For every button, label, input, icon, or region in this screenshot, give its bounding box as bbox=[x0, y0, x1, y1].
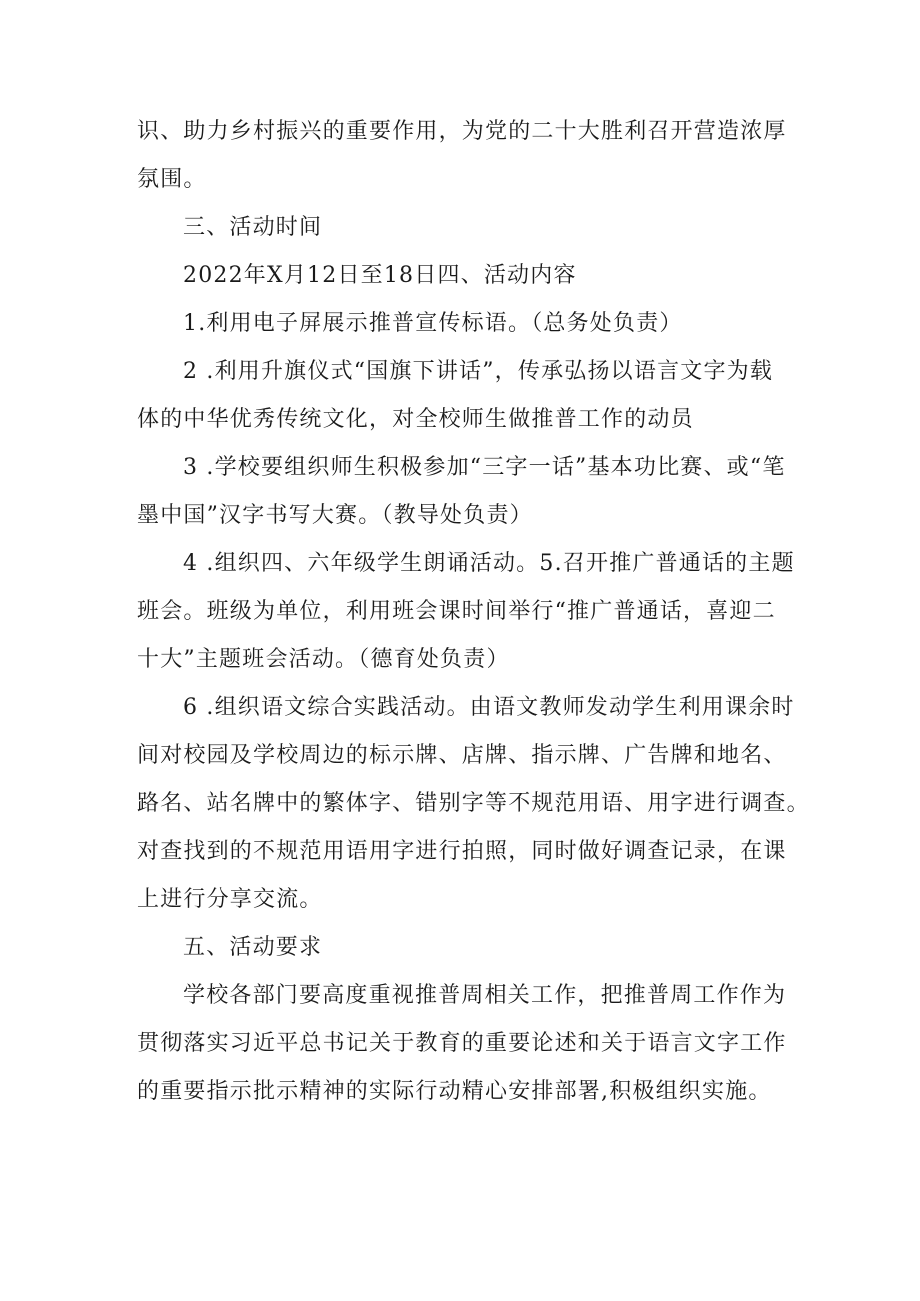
heading-text: 五、活动要求 bbox=[183, 935, 323, 960]
list-item-3 bbox=[137, 444, 797, 540]
text-line: 体的中华优秀传统文化，对全校师生做推普工作的动员 bbox=[137, 407, 694, 432]
section-heading-activity-requirements bbox=[137, 924, 797, 972]
list-item-1 bbox=[137, 300, 797, 348]
text-line: 2022年X月12日至18日四、活动内容 bbox=[183, 263, 577, 288]
text-line: 识、助力乡村振兴的重要作用，为党的二十大胜利召开营造浓厚 bbox=[137, 119, 787, 144]
text-line: 班会。班级为单位，利用班会课时间举行“推广普通话，喜迎二 bbox=[137, 599, 776, 624]
text-line: 2 .利用升旗仪式“国旗下讲话”，传承弘扬以语言文字为载 bbox=[183, 359, 774, 384]
text-line: 4 .组织四、六年级学生朗诵活动。5.召开推广普通话的主题 bbox=[183, 551, 795, 576]
list-item-6 bbox=[137, 684, 810, 924]
text-line: 间对校园及学校周边的标示牌、店牌、指示牌、广告牌和地名、 bbox=[137, 743, 787, 768]
list-item-2 bbox=[137, 348, 797, 444]
text-line: 贯彻落实习近平总书记关于教育的重要论述和关于语言文字工作 bbox=[137, 1031, 787, 1056]
text-line: 氛围。 bbox=[137, 167, 207, 192]
list-item-4-5 bbox=[137, 540, 797, 684]
document-body bbox=[137, 108, 810, 1116]
text-line: 6 .组织语文综合实践活动。由语文教师发动学生利用课余时 bbox=[183, 695, 795, 720]
text-line: 3 .学校要组织师生积极参加“三字一话”基本功比赛、或“笔 bbox=[183, 455, 786, 480]
text-line: 1.利用电子屏展示推普宣传标语。（总务处负责） bbox=[183, 311, 683, 336]
text-line: 墨中国”汉字书写大赛。（教导处负责） bbox=[137, 503, 533, 528]
text-line: 路名、站名牌中的繁体字、错别字等不规范用语、用字进行调查。 bbox=[137, 791, 810, 816]
paragraph-activity-dates bbox=[137, 252, 797, 300]
text-line: 上进行分享交流。 bbox=[137, 887, 323, 912]
text-line: 的重要指示批示精神的实际行动精心安排部署,积极组织实施。 bbox=[137, 1079, 772, 1104]
text-line: 十大”主题班会活动。（德育处负责） bbox=[137, 647, 510, 672]
paragraph-requirements bbox=[137, 972, 797, 1116]
heading-text: 三、活动时间 bbox=[183, 215, 323, 240]
section-heading-activity-time bbox=[137, 204, 797, 252]
text-line: 学校各部门要高度重视推普周相关工作，把推普周工作作为 bbox=[183, 983, 787, 1008]
paragraph-purpose-continued bbox=[137, 108, 797, 204]
text-line: 对查找到的不规范用语用字进行拍照，同时做好调查记录，在课 bbox=[137, 839, 787, 864]
